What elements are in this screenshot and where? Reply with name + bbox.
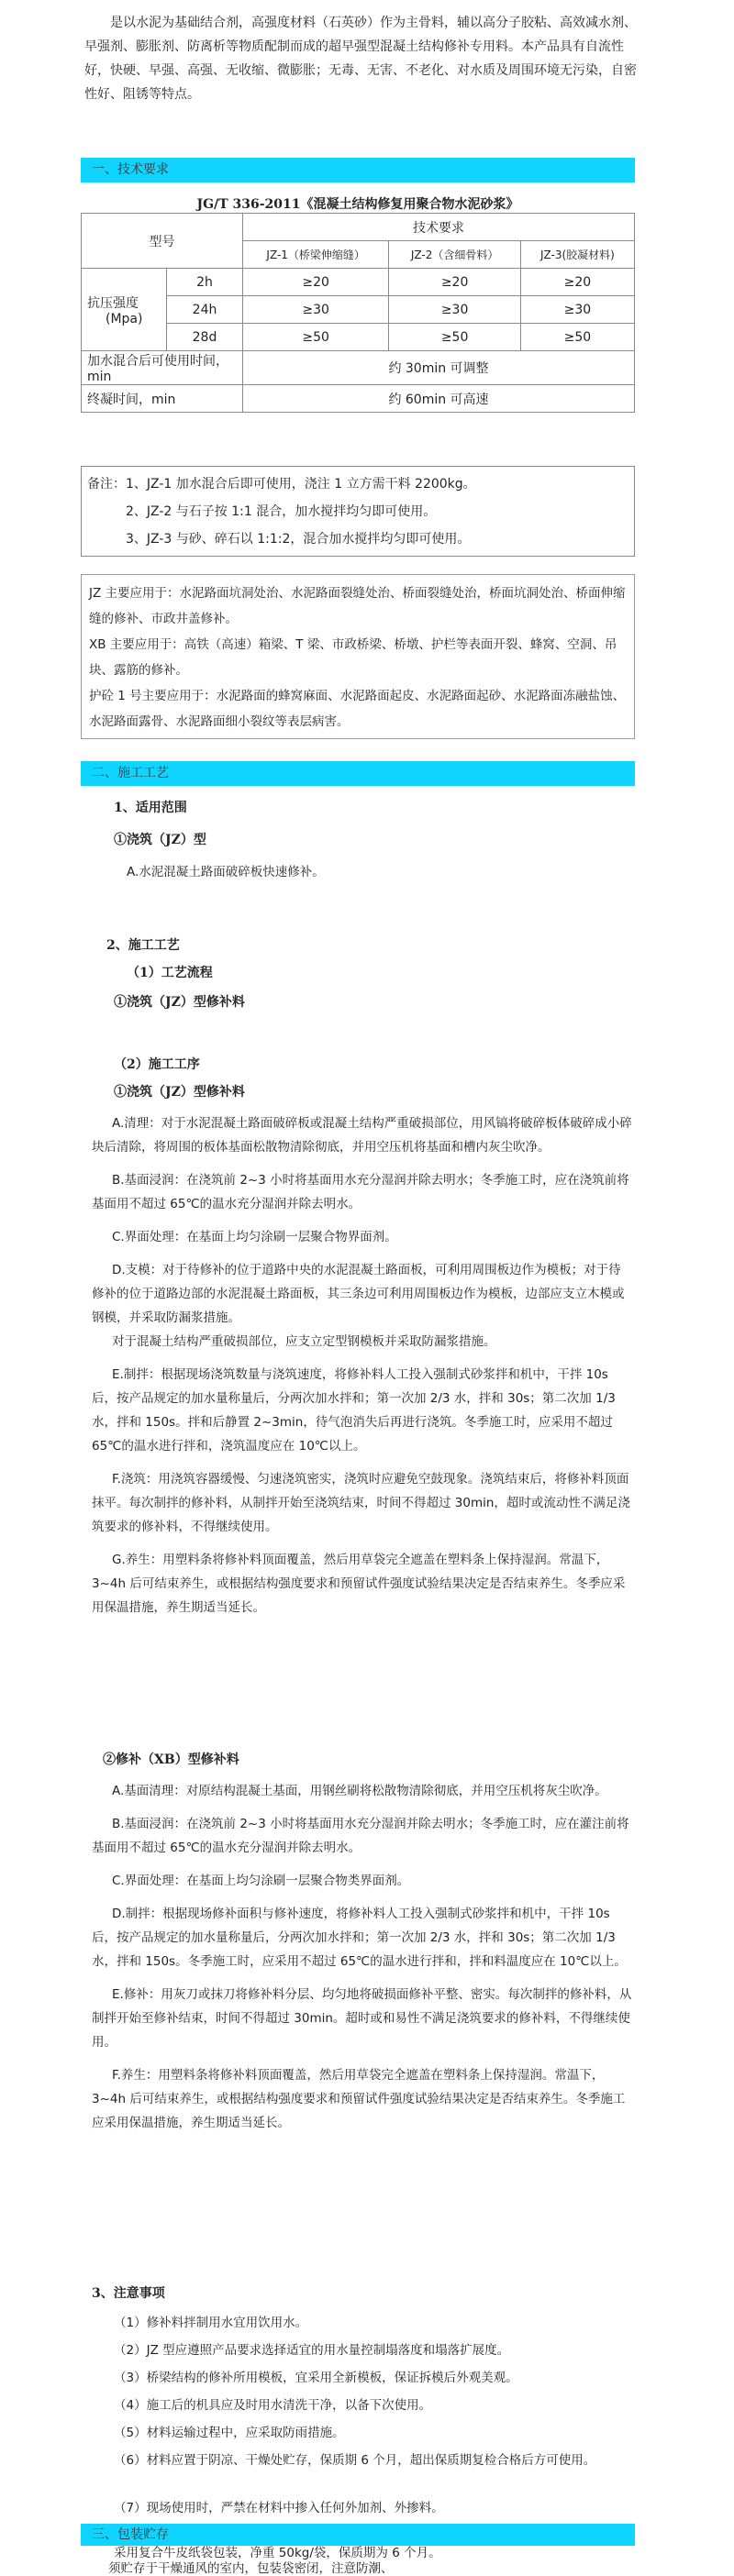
heading-jz-type: ①浇筑（JZ）型 — [114, 833, 206, 847]
note-line: 3、JZ-3 与砂、碎石以 1:1:2，混合加水搅拌均匀即可使用。 — [126, 532, 471, 547]
time-2h: 2h — [167, 269, 243, 296]
caution-item: （5）材料运输过程中，应采取防雨措施。 — [114, 2426, 345, 2440]
jz-step-a: A.清理：对于水泥混凝土路面破碎板或混凝土结构严重破损部位，用风镐将破碎板体破碎成小碎块后清除，将周围的板体基面松散物清除彻底，并用空压机将基面和槽内灰尘吹净。 — [92, 1116, 632, 1155]
jz-steps — [92, 1111, 633, 1629]
value-cell: ≥30 — [243, 296, 389, 324]
strength-label: 抗压强度 — [87, 295, 139, 311]
heading-scope: 1、适用范围 — [114, 801, 187, 815]
xb-step-b: B.基面浸润：在浇筑前 2~3 小时将基面用水充分湿润并除去明水；冬季施工时，应在灌注前将基面用不超过 65℃的温水充分湿润并除去明水。 — [92, 1817, 629, 1855]
storage-line: 须贮存于干燥通风的室内，包装袋密闭，注意防潮、 — [108, 2561, 394, 2576]
model-label: 型号 — [82, 214, 243, 269]
time-24h: 24h — [167, 296, 243, 324]
xb-step-e: E.修补：用灰刀或抹刀将修补料分层、均匀地将破损面修补平整、密实。每次制拌的修补料，从制拌开始至修补结束，时间不得超过 30min。超时或和易性不满足浇筑要求的修补料，不得继续使用。 — [92, 1987, 632, 2050]
usable-time-label: 加水混合后可使用时间，min — [82, 351, 243, 385]
jz-step-g: G.养生：用塑料条将修补料顶面覆盖，然后用草袋完全遮盖在塑料条上保持湿润。常温下，3~4h 后可结束养生，或根据结构强度要求和预留试件强度试验结果决定是否结束养生。冬季应采用保温措施，养生期适当延长。 — [92, 1553, 626, 1615]
xb-step-f: F.养生：用塑料条将修补料顶面覆盖，然后用草袋完全遮盖在塑料条上保持湿润。常温下，3~4h 后可结束养生，或根据结构强度要求和预留试件强度试验结果决定是否结束养生。冬季施工应采用保温措施，养生期适当延长。 — [92, 2068, 626, 2130]
application-hutong: 护砼 1 号主要应用于：水泥路面的蜂窝麻面、水泥路面起皮、水泥路面起砂、水泥路面冻融盐蚀、水泥路面露骨、水泥路面细小裂纹等表层病害。 — [89, 689, 626, 729]
caution-item: （6）材料应置于阴凉、干燥处贮存，保质期 6 个月，超出保质期复检合格后方可使用。 — [114, 2453, 596, 2468]
intro-paragraph: 是以水泥为基础结合剂，高强度材料（石英砂）作为主骨料，辅以高分子胶粘、高效减水剂、早强剂、膨胀剂、防离析等物质配制而成的超早强型混凝土结构修补专用料。本产品具有自流性好，快硬、早强、高强、无收缩、微膨胀；无毒、无害、不老化、对水质及周围环境无污染，自密性好、阻锈等特点。 — [84, 16, 637, 102]
table-title: JG/T 336-2011《混凝土结构修复用聚合物水泥砂浆》 — [196, 197, 519, 212]
caution-item: （3）桥梁结构的修补所用模板，宜采用全新模板，保证拆模后外观美观。 — [114, 2371, 518, 2385]
col-jz3: JZ-3(胶凝材料) — [520, 241, 634, 269]
heading-flow: （1）工艺流程 — [127, 966, 213, 980]
heading-steps: （2）施工工序 — [114, 1057, 200, 1072]
value-cell: ≥50 — [243, 324, 389, 351]
strength-unit: (Mpa) — [106, 311, 143, 326]
caution-item: （4）施工后的机具应及时用水清洗干净，以备下次使用。 — [114, 2398, 432, 2413]
jz-step-d: D.支模：对于待修补的位于道路中央的水泥混凝土路面板，可利用周围板边作为模板；对于待修补的位于道路边部的水泥混凝土路面板，其三条边可利用周围板边作为模板，边部应支立木模或钢模，并采取防漏浆措施。 — [92, 1263, 625, 1325]
value-cell: ≥50 — [389, 324, 520, 351]
xb-step-c: C.界面处理：在基面上均匀涂刷一层聚合物类界面剂。 — [112, 1874, 410, 1888]
packaging-line: 采用复合牛皮纸袋包装，净重 50kg/袋，保质期为 6 个月。 — [114, 2546, 441, 2560]
value-cell: ≥20 — [243, 269, 389, 296]
col-jz1: JZ-1（桥梁伸缩缝） — [243, 241, 389, 269]
spec-table — [81, 213, 635, 413]
notes-box — [81, 466, 635, 557]
col-jz2: JZ-2（含细骨料） — [389, 241, 520, 269]
xb-steps — [92, 1779, 633, 2144]
note-line: 2、JZ-2 与石子按 1:1 混合，加水搅拌均匀即可使用。 — [126, 504, 437, 519]
section-technical-requirements: 一、技术要求 — [81, 158, 635, 182]
applications-box — [81, 574, 635, 739]
jz-step-c: C.界面处理：在基面上均匀涂刷一层聚合物界面剂。 — [112, 1230, 397, 1244]
xb-step-a: A.基面清理：对原结构混凝土基面，用钢丝刷将松散物清除彻底，并用空压机将灰尘吹净。 — [112, 1784, 607, 1798]
jz-step-e: E.制拌：根据现场浇筑数量与浇筑速度，将修补料人工投入强制式砂浆拌和机中，干拌 10s 后，按产品规定的加水量称量后，分两次加水拌和；第一次加 2/3 水，拌和 30s；第二次加 1/3 水，拌和 150s。拌和后静置 2~3min，待气泡消失后再进行浇筑。冬季施工时，应采用不超过 65℃的温水进行拌和，浇筑温度应在 10℃以上。 — [92, 1367, 616, 1454]
heading-notes: 3、注意事项 — [92, 2286, 165, 2301]
value-cell: ≥30 — [389, 296, 520, 324]
note-line: 备注：1、JZ-1 加水混合后即可使用，浇注 1 立方需干料 2200kg。 — [87, 477, 476, 492]
heading-process: 2、施工工艺 — [106, 938, 180, 953]
caution-item: （2）JZ 型应遵照产品要求选择适宜的用水量控制塌落度和塌落扩展度。 — [114, 2343, 510, 2358]
jz-step-d-note: 对于混凝土结构严重破损部位，应支立定型钢模板并采取防漏浆措施。 — [112, 1334, 496, 1349]
tech-req-header: 技术要求 — [243, 214, 635, 241]
value-cell: ≥30 — [520, 296, 634, 324]
application-jz: JZ 主要应用于：水泥路面坑洞处治、水泥路面裂缝处治、桥面裂缝处治，桥面坑洞处治、桥面伸缩缝的修补、市政井盖修补。 — [89, 586, 626, 626]
value-cell: ≥20 — [520, 269, 634, 296]
caution-item: （7）现场使用时，严禁在材料中掺入任何外加剂、外掺料。 — [114, 2501, 444, 2515]
value-cell: ≥20 — [389, 269, 520, 296]
setting-time-label: 终凝时间，min — [82, 385, 243, 413]
jz-step-f: F.浇筑：用浇筑容器缓慢、匀速浇筑密实，浇筑时应避免空鼓现象。浇筑结束后，将修补料顶面抹平。每次制拌的修补料，从制拌开始至浇筑结束，时间不得超过 30min，超时或流动性不满足浇筑要求的修补料，不得继续使用。 — [92, 1472, 630, 1534]
section-construction-process: 二、施工工艺 — [81, 761, 635, 786]
application-xb: XB 主要应用于：高铁（高速）箱梁、T 梁、市政桥梁、桥墩、护栏等表面开裂、蜂窝、空洞、吊块、露筋的修补。 — [89, 637, 617, 678]
xb-step-d: D.制拌：根据现场修补面积与修补速度，将修补料人工投入强制式砂浆拌和机中，干拌 10s 后，按产品规定的加水量称量后，分两次加水拌和；第一次加 2/3 水，拌和 30s；第二次加 1/3 水，拌和 150s。冬季施工时，应采用不超过 65℃的温水进行拌和，拌和料温度应在 10℃以上。 — [92, 1907, 627, 1969]
heading-steps-jz: ①浇筑（JZ）型修补料 — [114, 1085, 245, 1100]
time-28d: 28d — [167, 324, 243, 351]
caution-item: （1）修补料拌制用水宜用饮用水。 — [114, 2316, 308, 2330]
scope-a: A.水泥混凝土路面破碎板快速修补。 — [127, 865, 325, 879]
heading-xb-type: ②修补（XB）型修补料 — [103, 1752, 239, 1767]
value-cell: ≥50 — [520, 324, 634, 351]
jz-step-b: B.基面浸润：在浇筑前 2~3 小时将基面用水充分湿润并除去明水；冬季施工时，应在浇筑前将基面用不超过 65℃的温水充分湿润并除去明水。 — [92, 1173, 629, 1211]
setting-time-value: 约 60min 可高速 — [243, 385, 635, 413]
heading-flow-jz: ①浇筑（JZ）型修补料 — [114, 995, 245, 1010]
strength-label-cell — [82, 269, 167, 351]
section-packaging: 三、包装贮存 — [81, 2524, 635, 2546]
usable-time-value: 约 30min 可调整 — [243, 351, 635, 385]
